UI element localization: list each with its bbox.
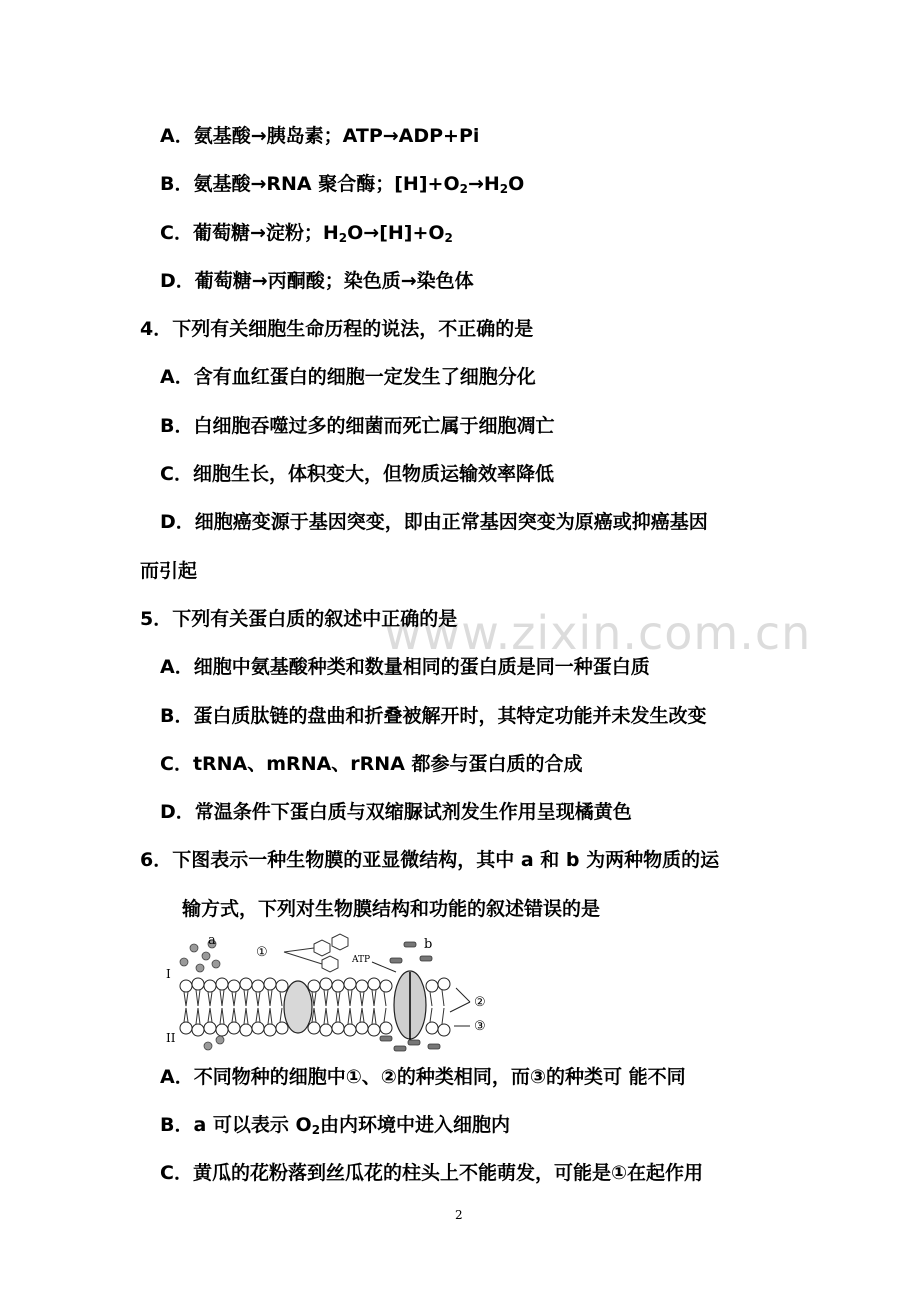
glycoprotein-1: [284, 934, 348, 972]
label-b: b: [424, 937, 433, 952]
q4-option-a: A．含有血红蛋白的细胞一定发生了细胞分化: [160, 366, 536, 388]
q3-option-d: D．葡萄糖→丙酮酸；染色质→染色体: [160, 270, 474, 292]
q3-option-b: B．氨基酸→RNA 聚合酶；$[H]+O_2\to H_2O$: [160, 173, 525, 196]
q4-option-b: B．白细胞吞噬过多的细菌而死亡属于细胞凋亡: [160, 415, 555, 437]
q3-option-c: C．葡萄糖→淀粉；$H_2O\to[H]+O_2$: [160, 222, 453, 245]
q4-option-d: D．细胞癌变源于基因突变，即由正常基因突变为原癌或抑癌基因: [160, 511, 708, 533]
q6-option-a: A．不同物种的细胞中①、②的种类相同，而③的种类可 能不同: [160, 1066, 686, 1088]
q5-option-a: A．细胞中氨基酸种类和数量相同的蛋白质是同一种蛋白质: [160, 656, 650, 678]
q5-stem: 5．下列有关蛋白质的叙述中正确的是: [140, 608, 458, 630]
q5-option-c: C．tRNA、mRNA、rRNA 都参与蛋白质的合成: [160, 753, 583, 775]
q4-option-d-cont: 而引起: [140, 560, 198, 582]
q4-option-c: C．细胞生长，体积变大，但物质运输效率降低: [160, 463, 554, 485]
label-side-I: I: [166, 967, 171, 981]
q6-stem-line1: 6．下图表示一种生物膜的亚显微结构，其中 a 和 b 为两种物质的运: [140, 849, 720, 871]
label-atp: ATP: [352, 955, 371, 965]
label-1: ①: [256, 945, 268, 960]
q6-stem-line2: 输方式，下列对生物膜结构和功能的叙述错误的是: [182, 898, 601, 920]
membrane-diagram: [164, 932, 504, 1054]
q4-stem: 4．下列有关细胞生命历程的说法，不正确的是: [140, 318, 534, 340]
q5-option-d: D．常温条件下蛋白质与双缩脲试剂发生作用呈现橘黄色: [160, 801, 632, 823]
page-number: 2: [455, 1208, 463, 1222]
watermark: www.zixin.com.cn: [384, 606, 812, 660]
label-side-II: II: [166, 1031, 176, 1045]
label-2: ②: [474, 995, 486, 1010]
label-a: a: [208, 933, 216, 948]
q6-option-c: C．黄瓜的花粉落到丝瓜花的柱头上不能萌发，可能是①在起作用: [160, 1162, 704, 1184]
q6-option-b: B．a 可以表示 $O_2$由内环境中进入细胞内: [160, 1114, 511, 1137]
q5-option-b: B．蛋白质肽链的盘曲和折叠被解开时，其特定功能并未发生改变: [160, 705, 707, 727]
q3-option-a: A．氨基酸→胰岛素；ATP→ADP+Pi: [160, 125, 480, 147]
label-3: ③: [474, 1019, 486, 1034]
